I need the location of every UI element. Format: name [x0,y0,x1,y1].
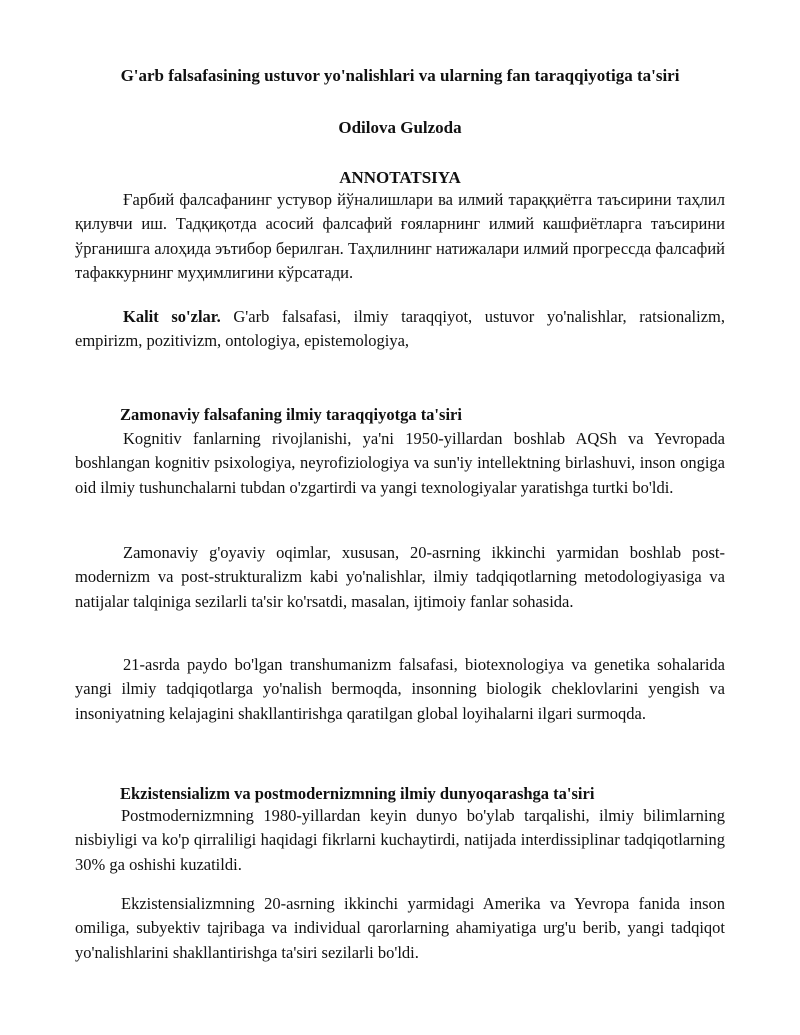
keywords-text: G'arb falsafasi, ilmiy taraqqiyot, ustuvor yo'nalishlar, ratsionalizm, empirizm, pozitivizm, ontologiya, epistemologiya, [75,307,725,351]
document-title: G'arb falsafasining ustuvor yo'nalishlari va ularning fan taraqqiyotiga ta'siri [120,66,680,85]
section-heading: Ekzistensializm va postmodernizmning ilmiy dunyoqarashga ta'siri [120,784,595,803]
author-name: Odilova Gulzoda [338,118,462,137]
section-paragraph: Ekzistensializmning 20-asrning ikkinchi yarmidagi Amerika va Yevropa fanida inson omiliga, subyektiv tajribaga va individual qarorlarning ahamiyatiga urg'u berib, yangi tadqiqot yo'nalishlarini shakllantirishga ta'siri sezilarli bo'ldi. [75,894,725,962]
annotation-text: Ғарбий фалсафанинг устувор йўналишлари ва илмий тараққиётга таъсирини таҳлил қилувчи иш. Тадқиқотда асосий фалсафий ғояларнинг илмий кашфиётларга таъсирини ўрганишга алоҳида эътибор берилган. Таҳлилнинг натижалари илмий прогрессда фалсафий тафаккурнинг муҳимлигини кўрсатади. [75,190,725,283]
keywords-label: Kalit so'zlar. [123,307,221,326]
section-paragraph: Zamonaviy g'oyaviy oqimlar, xususan, 20-asrning ikkinchi yarmidan boshlab post-modernizm va post-strukturalizm kabi yo'nalishlar, ilmiy tadqiqotlarning metodologiyasiga va natijalar talqiniga sezilarli ta'sir ko'rsatdi, masalan, ijtimoiy fanlar sohasida. [75,543,725,611]
section-heading: Zamonaviy falsafaning ilmiy taraqqiyotga ta'siri [120,405,462,424]
section-paragraph: Kognitiv fanlarning rivojlanishi, ya'ni 1950-yillardan boshlab AQSh va Yevropada boshlangan kognitiv psixologiya, neyrofiziologiya va sun'iy intellektning birlashuvi, inson ongiga oid ilmiy tushunchalarni tubdan o'zgartirdi va yangi texnologiyalar yaratishga turtki bo'ldi. [75,429,725,497]
annotation-heading: ANNOTATSIYA [339,168,461,187]
keywords-paragraph [75,305,725,354]
section-paragraph: Postmodernizmning 1980-yillardan keyin dunyo bo'ylab tarqalishi, ilmiy bilimlarning nisbiyligi va ko'p qirraliligi haqidagi fikrlarni kuchaytirdi, natijada interdissiplinar tadqiqotlarning 30% ga oshishi kuzatildi. [75,806,725,874]
section-paragraph: 21-asrda paydo bo'lgan transhumanizm falsafasi, biotexnologiya va genetika sohalarida yangi ilmiy tadqiqotlarga yo'nalish bermoqda, insonning biologik cheklovlarini yengish va insoniyatning kelajagini shakllantirishga qaratilgan global loyihalarni ilgari surmoqda. [75,655,725,723]
